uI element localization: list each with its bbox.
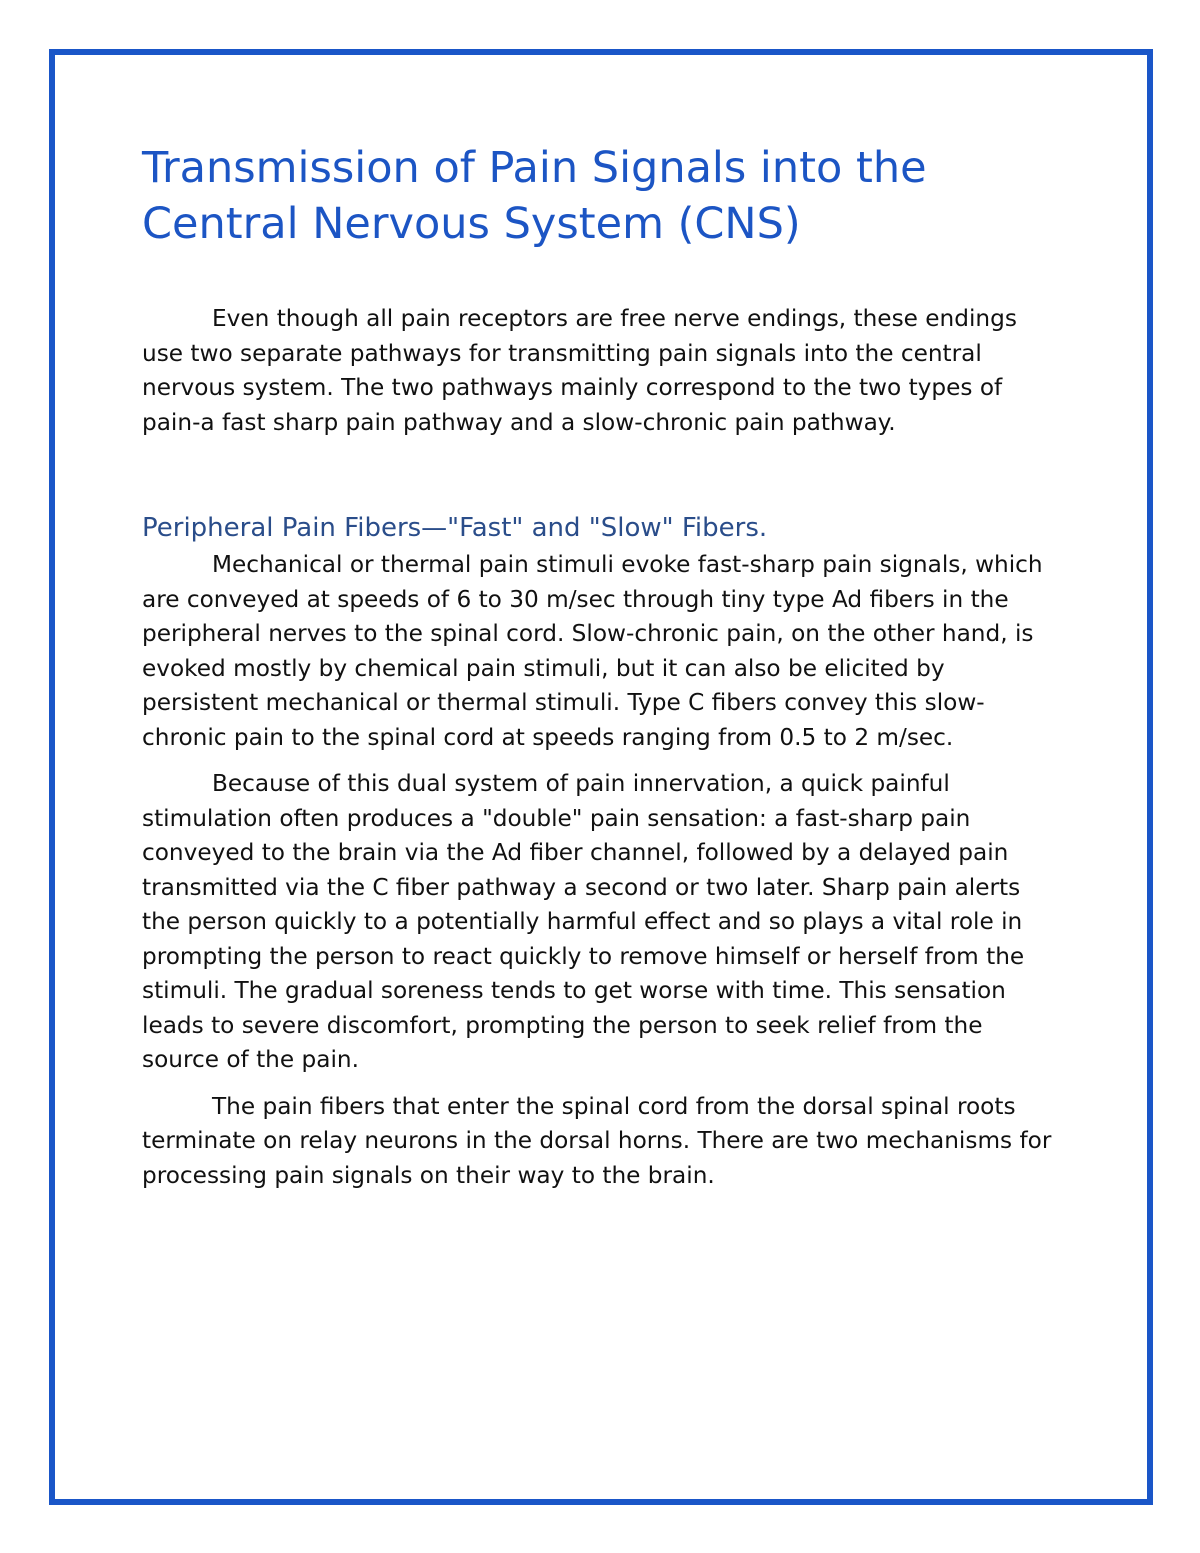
document-body [142,140,1062,1193]
document-title: Transmission of Pain Signals into the Central Nervous System (CNS) [142,143,927,249]
body-paragraph: The pain fibers that enter the spinal cord from the dorsal spinal roots terminate on relay neurons in the dorsal horns. There are two mechanisms for processing pain signals on their way to the brain. [142,1092,1052,1189]
section-heading: Peripheral Pain Fibers—"Fast" and "Slow" Fibers. [142,513,768,543]
intro-paragraph: Even though all pain receptors are free nerve endings, these endings use two separate pathways for transmitting pain signals into the central nervous system. The two pathways mainly correspond to the two types of pain-a fast sharp pain pathway and a slow-chronic pain pathway. [142,305,1017,436]
body-paragraph: Because of this dual system of pain innervation, a quick painful stimulation often produces a "double" pain sensation: a fast-sharp pain conveyed to the brain via the Ad fiber channel, followed by a delayed pain transmitted via the C fiber pathway a second or two later. Sharp pain alerts the person quickly to a potentially harmful effect and so plays a vital role in prompting the person to react quickly to remove himself or herself from the stimuli. The gradual soreness tends to get worse with time. This sensation leads to severe discomfort, prompting the person to seek relief from the source of the pain. [142,770,1025,1073]
body-paragraph: Mechanical or thermal pain stimuli evoke fast-sharp pain signals, which are conveyed at speeds of 6 to 30 m/sec through tiny type Ad fibers in the peripheral nerves to the spinal cord. Slow-chronic pain, on the other hand, is evoked mostly by chemical pain stimuli, but it can also be elicited by persistent mechanical or thermal stimuli. Type C fibers convey this slow-chronic pain to the spinal cord at speeds ranging from 0.5 to 2 m/sec. [142,551,1043,751]
